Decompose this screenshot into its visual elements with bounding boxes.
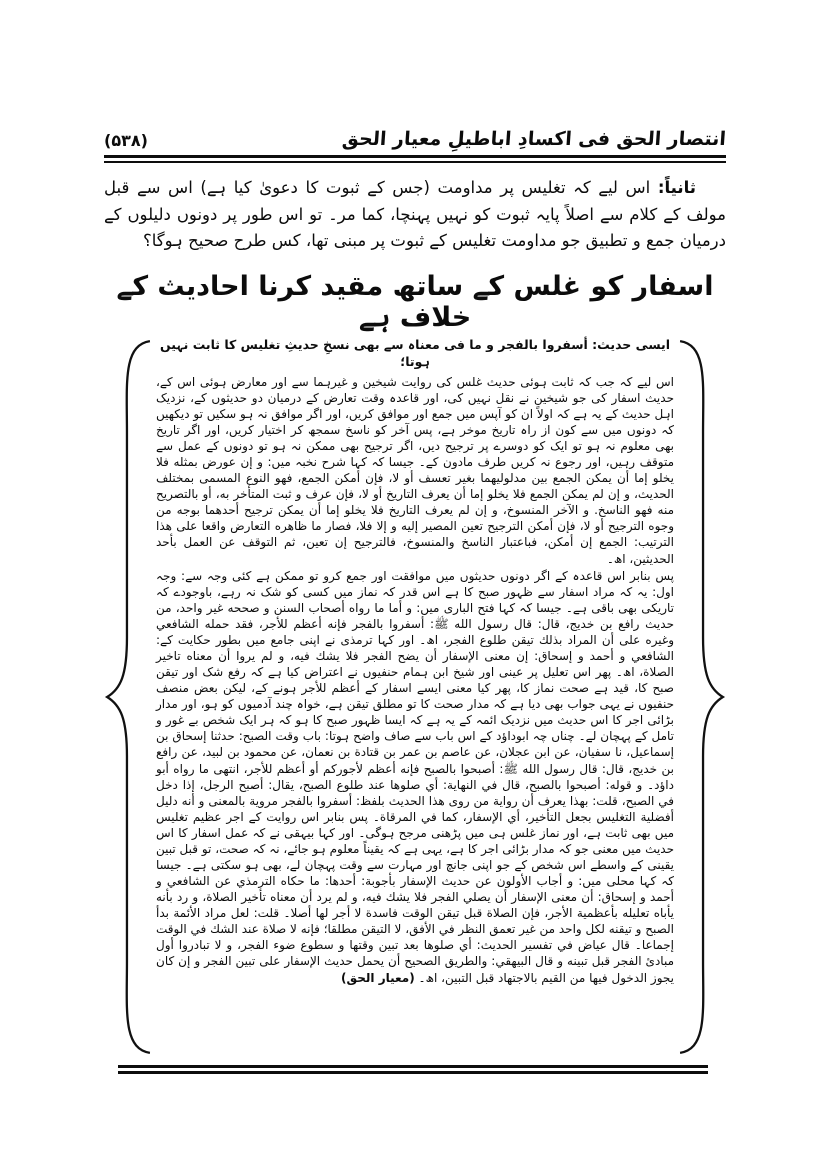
book-title: انتصار الحق فی اکسادِ اباطیلِ معیار الحق <box>341 128 727 150</box>
braced-text-block <box>104 337 726 1057</box>
block-text-column <box>152 337 678 1057</box>
footer-rule <box>118 1065 708 1074</box>
header-rule <box>104 155 726 163</box>
page-header <box>104 128 726 150</box>
source-attribution: (معیار الحق) <box>340 970 415 985</box>
intro-label: ثانیاً: <box>657 178 696 197</box>
block-paragraph-1: اس لیے کہ جب کہ ثابت ہوئی حدیث غلس کی روایت شیخین و غیرہما سے اور معارض ہوئی اس کے، حدیث اسفار کی جو شیخین نے نقل نہیں کی، اور قاعدہ وقت تعارض کے درمیان دو حدیثوں کے، نزدیک اہل حدیث کے یہ ہے کہ اولاً ان کو آپس میں جمع اور موافق کریں، اور اگر موافق نہ ہو سکیں تو دیکھیں کہ دونوں میں سے کون از راہ تاریخ موخر ہے، پس آخر کو ناسخ سمجھ کر اختیار کریں، اور اگر تاریخ بھی معلوم نہ ہو تو ایک کو دوسرے پر ترجیح دیں، اگر ترجیح بھی ممکن نہ ہو تو دونوں کے عمل سے متوقف رہیں، اور رجوع نہ کریں طرف مادون کے۔ جیسا کہ کہا شرح نخبہ میں: و إن عورض بمثله فلا يخلو إما أن يمكن الجمع بين مدلوليهما بغير تعسف أو لا، فإن أمكن الجمع، فهو النوع المسمى بمختلف الحديث، و إن لم يمكن الجمع فلا يخلو إما أن يعرف التاريخ أو لا، فإن عرف و ثبت المتأخر به، أو بالتصريح منه فهو الناسخ. و الآخر المنسوخ، و إن لم يعرف التاريخ فلا يخلو إما أن يمكن ترجيح أحدهما بوجه من وجوه الترجيح أو لا، فإن أمكن الترجيح تعين المصير إليه و إلا فلا، فصار ما ظاهره التعارض واقعا على هذا الترتيب: الجمع إن أمكن، فباعتبار الناسخ والمنسوخ، فالترجيح إن تعين، ثم التوقف عن العمل بأحد الحديثين، اھ۔ <box>156 374 674 566</box>
intro-paragraph <box>104 175 726 255</box>
page-number: (۵۳۸) <box>104 131 148 150</box>
left-brace-decoration <box>104 337 152 1057</box>
intro-text: اس لیے کہ تغلیس پر مداومت (جس کے ثبوت کا دعویٰ کیا ہے) اس سے قبل مولف کے کلام سے اصلاً پایہ ثبوت کو نہیں پہنچا، کما مر۔ تو اس طور پر دونوں دلیلوں کے درمیان جمع و تطبیق جو مداومت تغلیس کے ثبوت پر مبنی تھا، کس طرح صحیح ہوگا؟ <box>104 178 726 251</box>
block-paragraph-2 <box>156 568 674 986</box>
block-lead-line: ایسی حدیث: أسفروا بالفجر و ما فی معناہ سے بھی نسخِ حدیثِ تغلیس کا ثابت نہیں ہوتا؛ <box>159 337 671 369</box>
section-heading: اسفار کو غلس کے ساتھ مقید کرنا احادیث کے خلاف ہے <box>116 271 714 334</box>
block-paragraph-2-text: پس بنابر اس قاعدہ کے اگر دونوں حدیثوں میں موافقت اور جمع کرو تو ممکن ہے کئی وجہ سے: وجہ اول: یہ کہ مراد اسفار سے ظہور صبح کا ہے اس قدر کہ نماز میں کسی کو شک نہ رہے، باوجودے کہ تاریکی بھی باقی ہے۔ جیسا کہ کہا فتح الباری میں: و أما ما رواه أصحاب السنن و صححه غير واحد، من حديث رافع بن خديج، قال: قال رسول الله ﷺ: أسفروا بالفجر فإنه أعظم للأجر، فقد حمله الشافعي وغيره على أن المراد بذلك تيقن طلوع الفجر، اھ۔ اور کہا ترمذی نے اپنی جامع میں بطور حکایت کے: الشافعي و أحمد و إسحاق: إن معنى الإسفار أن يضح الفجر فلا يشك فيه، و لم يروا أن معناه تاخير الصلاة، اھ۔ پھر اس تعلیل پر عینی اور شیخ ابن ہمام حنفیوں نے اعتراض کیا ہے کہ رفع شک اور تیقن صبح کا، قید ہے صحت نماز کا، پھر کیا معنی ایسے اسفار کے أعظم للأجر ہونے کے، لیکن بعض منصف حنفیوں نے یہی جواب بھی دیا ہے کہ مدار صحت کا تو مطلق تیقن ہے، خواہ چند آدمیوں کو ہو، اور مدار بڑائی اجر کا اس حدیث میں نزدیک ائمہ کے یہ ہے کہ ایسا ظہور صبح کا ہو کہ ہر ایک شخص بے غور و تامل کے پہچان لے۔ چناں چہ ابوداؤد کے اس باب سے صاف واضح ہوتا: باب وقت الصبح: حدثنا إسحاق بن إسماعيل، نا سفيان، عن ابن عجلان، عن عاصم بن عمر بن قتادة بن نعمان، عن محمود بن لبيد، عن رافع بن خديج، قال: قال رسول الله ﷺ: أصبحوا بالصبح فإنه أعظم لأجوركم أو أعظم للأجر، انتهى ما رواه أبو داؤد۔ و قوله: أصبحوا بالصبح، قال في النهاية: أي صلوها عند طلوع الصبح، يقال: أصبح الرجل، إذا دخل في الصبح، قلت: بهذا يعرف أن رواية من روى هذا الحديث بلفظ: أسفروا بالفجر مروية بالمعنى و أنه دليل أفضلية التغليس بجعل التأخير، أي الإسفار، كما في المرقاة۔ پس بنابر اس روایت کے اجر عظیم تغلیس میں بھی ثابت ہے، اور نماز غلس ہی میں پڑھنی مرجح ہوگی۔ اور کہا بیہقی نے کہ عمل اسفار کا اس حدیث میں معنی جو کہ مدار بڑائی اجر کا ہے، یہی ہے کہ یقیناً معلوم ہو جائے، نہ کہ صحت، تو قبل تبین یقینی کے واسطے اس شخص کے جو اپنی جانچ اور مہارت سے وقت پہچان لے، بھی ہو سکتی ہے۔ جیسا کہ کہا محلی میں: و أجاب الأولون عن حديث الإسفار بأجوبة: أحدها: ما حكاه الترمذي عن الشافعي و أحمد و إسحاق: أن معنى الإسفار أن يصلي الفجر فلا يشك فيه، و لم يرد أن معناه تأخير الصلاة، و رد بأنه يأباه تعليله بأعظمية الأجر، فإن الصلاة قبل تيقن الوقت فاسدة لا أجر لها أصلا۔ قلت: لعل مراد الأئمة بدأ الصبح و تيقنه لكل واحد من غير تعمق النظر في الأفق، لا التيقن مطلقا؛ فإنه لا صلاة عند الشك في الوقت إجماعا۔ قال عياض في تفسير الحديث: أي صلوها بعد تبين وقتها و سطوع ضوء الفجر، و لا تبادروا أول مبادئ الفجر قبل تبينه و قال البيهقي: والطريق الصحيح أن يحمل حديث الإسفار على تبين الفجر و إن كان يجوز الدخول فيها من القيم بالاجتهاد قبل التبين، اھ۔ <box>156 568 674 985</box>
right-brace-decoration <box>678 337 726 1057</box>
